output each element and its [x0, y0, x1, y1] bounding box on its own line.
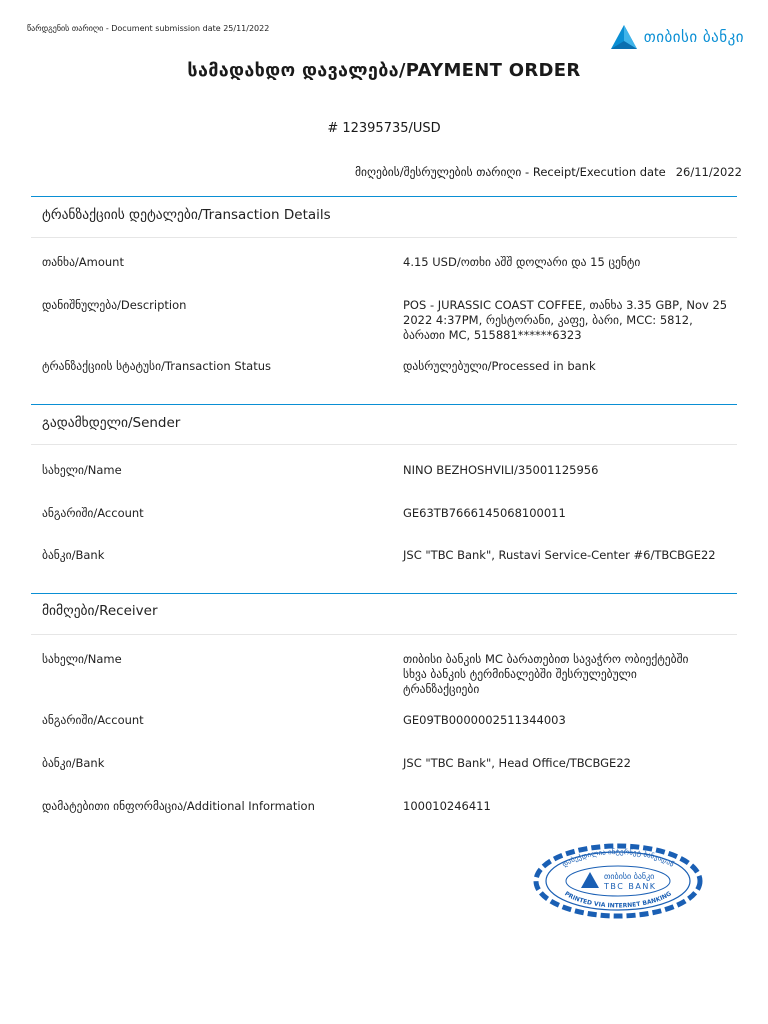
- receiver-name-line: სხვა ბანკის ტერმინალებში შესრულებული: [403, 667, 637, 681]
- stamp-logo-text: თიბისი ბანკი: [604, 872, 655, 881]
- transaction-section-title: ტრანზაქციის დეტალები/Transaction Details: [42, 207, 331, 223]
- row-divider: [31, 237, 737, 238]
- description-value: [403, 298, 748, 343]
- internet-banking-stamp: [532, 842, 704, 924]
- stamp-triangle-icon: [581, 872, 599, 888]
- description-line: ბარათი MC, 515881******6323: [403, 328, 582, 342]
- sender-bank-value: JSC "TBC Bank", Rustavi Service-Center #6/TBCBGE22: [403, 548, 716, 562]
- row-divider: [31, 634, 737, 635]
- logo-text: თიბისი ბანკი: [643, 28, 744, 46]
- receiver-name-label: სახელი/Name: [42, 652, 122, 666]
- amount-value: 4.15 USD/ოთხი აშშ დოლარი და 15 ცენტი: [403, 255, 641, 269]
- stamp-bank-name: TBC BANK: [604, 882, 657, 891]
- additional-info-value: 100010246411: [403, 799, 491, 813]
- sender-account-label: ანგარიში/Account: [42, 506, 144, 520]
- additional-info-label: დამატებითი ინფორმაცია/Additional Information: [42, 799, 315, 813]
- sender-name-value: NINO BEZHOSHVILI/35001125956: [403, 463, 599, 477]
- tbc-triangle-icon: [610, 24, 638, 50]
- tbc-logo: [610, 22, 744, 52]
- section-divider: [31, 404, 737, 405]
- receiver-name-line: ტრანზაქციები: [403, 682, 480, 696]
- status-label: ტრანზაქციის სტატუსი/Transaction Status: [42, 359, 271, 373]
- amount-label: თანხა/Amount: [42, 255, 124, 269]
- receiver-account-value: GE09TB0000002511344003: [403, 713, 566, 727]
- section-divider: [31, 196, 737, 197]
- row-divider: [31, 444, 737, 445]
- sender-section-title: გადამხდელი/Sender: [42, 415, 181, 431]
- stamp-bottom-text: PRINTED VIA INTERNET BANKING: [563, 890, 673, 910]
- section-divider: [31, 593, 737, 594]
- sender-account-value: GE63TB7666145068100011: [403, 506, 566, 520]
- receiver-name-line: თიბისი ბანკის MC ბარათებით სავაჭრო ობიექტებში: [403, 652, 689, 666]
- status-value: დასრულებული/Processed in bank: [403, 359, 596, 373]
- description-line: POS - JURASSIC COAST COFFEE, თანხა 3.35 GBP, Nov 25: [403, 298, 728, 312]
- receiver-name-value: [403, 652, 748, 697]
- sender-bank-label: ბანკი/Bank: [42, 548, 105, 562]
- document-number: # 12395735/USD: [327, 121, 441, 136]
- submission-date: წარდგენის თარიღი - Document submission date 25/11/2022: [27, 24, 270, 33]
- receiver-bank-value: JSC "TBC Bank", Head Office/TBCBGE22: [403, 756, 631, 770]
- page-title: სამადახდო დავალება/PAYMENT ORDER: [187, 60, 581, 81]
- receiver-bank-label: ბანკი/Bank: [42, 756, 105, 770]
- receiver-section-title: მიმღები/Receiver: [42, 603, 158, 619]
- stamp-arc-text: დაბეჭდილია ინტერნეტ ბანკიდან: [560, 847, 676, 869]
- receipt-date-label: მიღების/შესრულების თარიღი - Receipt/Execution date: [355, 165, 666, 179]
- receipt-date-value: 26/11/2022: [675, 165, 742, 179]
- description-label: დანიშნულება/Description: [42, 298, 187, 312]
- receipt-date: [355, 165, 742, 180]
- sender-name-label: სახელი/Name: [42, 463, 122, 477]
- receiver-account-label: ანგარიში/Account: [42, 713, 144, 727]
- description-line: 2022 4:37PM, რესტორანი, კაფე, ბარი, MCC: 5812,: [403, 313, 693, 327]
